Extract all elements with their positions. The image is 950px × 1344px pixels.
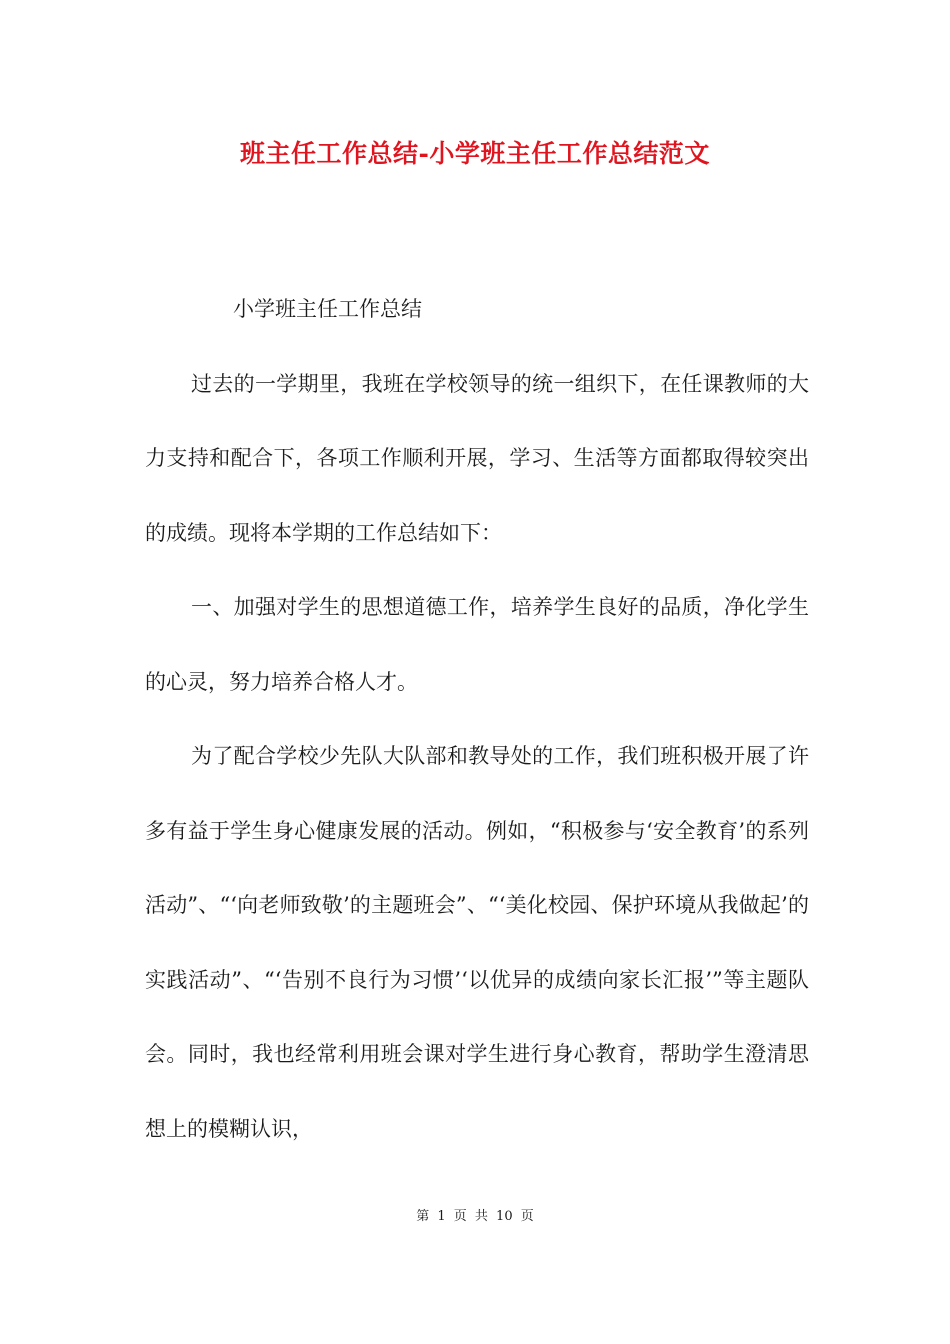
- paragraph-activities: 为了配合学校少先队大队部和教导处的工作，我们班积极开展了许多有益于学生身心健康发展的活动。例如，“积极参与‘安全教育’的系列活动”、“‘向老师致敬’的主题班会”、“‘美化校园、保护环境从我做起’的实践活动”、“‘告别不良行为习惯’‘以优异的成绩向家长汇报’”等主题队会。同时，我也经常利用班会课对学生进行身心教育，帮助学生澄清思想上的模糊认识，: [145, 744, 809, 1141]
- document-body: [145, 272, 809, 1166]
- paragraph-intro: 过去的一学期里，我班在学校领导的统一组织下，在任课教师的大力支持和配合下，各项工作顺利开展，学习、生活等方面都取得较突出的成绩。现将本学期的工作总结如下：: [145, 371, 809, 545]
- paragraph-section-one-heading: 一、加强对学生的思想道德工作，培养学生良好的品质，净化学生的心灵，努力培养合格人才。: [145, 595, 809, 694]
- page-number-footer: 第 1 页 共 10 页: [416, 1209, 534, 1224]
- document-subtitle: 小学班主任工作总结: [233, 297, 422, 321]
- document-title: 班主任工作总结-小学班主任工作总结范文: [240, 139, 710, 168]
